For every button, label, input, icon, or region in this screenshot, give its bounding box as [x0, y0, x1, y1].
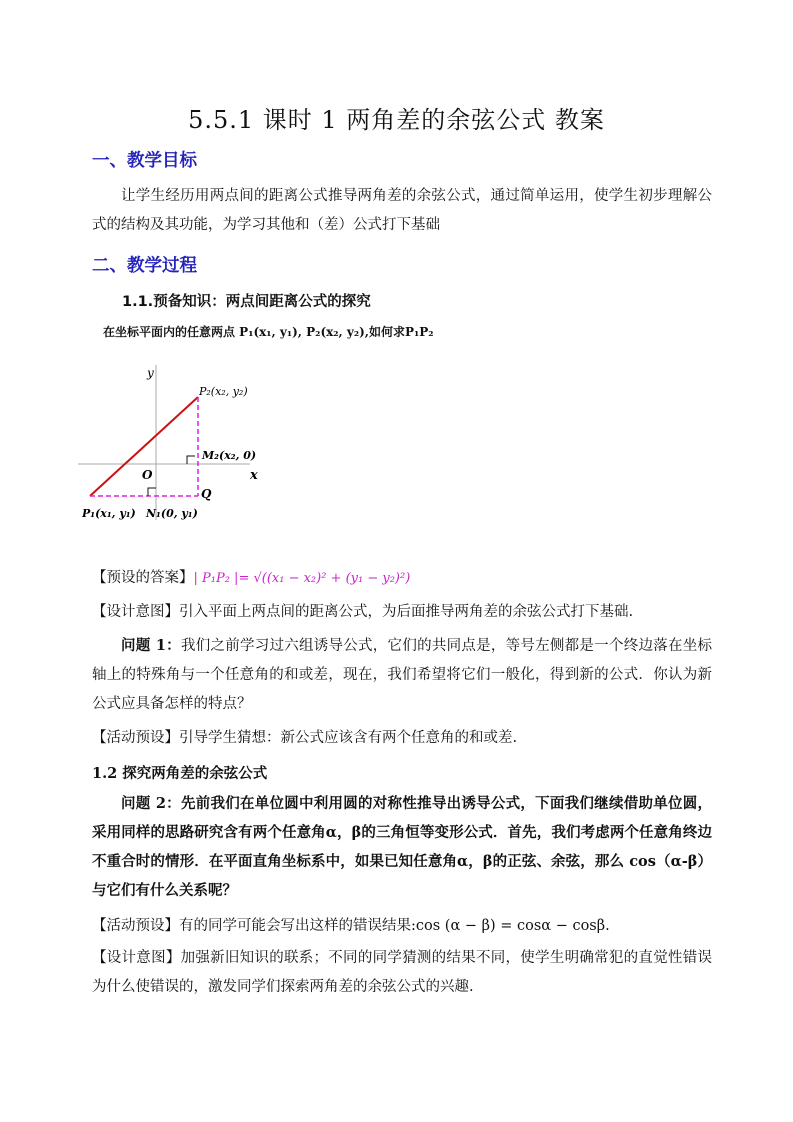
section-heading-objectives: [92, 147, 197, 172]
objectives-paragraph: 让学生经历用两点间的距离公式推导两角差的余弦公式，通过简单运用，使学生初步理解公式的结构及其功能，为学习其他和（差）公式打下基础: [92, 188, 712, 233]
activity-preset-2-label: 【活动预设】: [92, 918, 179, 934]
subsection-heading-1-2: 1.2 探究两角差的余弦公式: [92, 765, 268, 782]
question-1-text: 我们之前学习过六组诱导公式，它们的共同点是，等号左侧都是一个终边落在坐标轴上的特殊角与一个任意角的和或差，现在，我们希望将它们一般化，得到新的公式．你认为新公式应具备怎样的特点？: [92, 638, 712, 712]
design-intent-2-label: 【设计意图】: [92, 950, 181, 966]
right-angle-n1: [148, 488, 156, 496]
right-angle-m2: [187, 456, 195, 464]
activity-preset-2-text: 有的同学可能会写出这样的错误结果:cos (α − β) = cosα − cosβ.: [179, 918, 610, 934]
question-1-label: 问题 1：: [121, 637, 181, 654]
distance-formula: | P₁P₂ |= √((x₁ − x₂)² + (y₁ − y₂)²): [193, 571, 411, 586]
question-2: [92, 789, 712, 905]
design-intent-2-text: 加强新旧知识的联系；不同的同学猜测的结果不同，使学生明确常犯的直觉性错误为什么使错误的，激发同学们探索两角差的余弦公式的兴趣.: [92, 950, 712, 995]
preset-answer-label: 【预设的答案】: [92, 570, 194, 586]
p1-label: P₁(x₁, y₁): [82, 507, 136, 520]
activity-preset-1: [92, 724, 712, 753]
question-2-text: 先前我们在单位圆中利用圆的对称性推导出诱导公式，下面我们继续借助单位圆，采用同样的思路研究含有两个任意角α，β的三角恒等变形公式．首先，我们考虑两个任意角终边不重合时的情形．在平面直角坐标系中，如果已知任意角α，β的正弦、余弦，那么 cos（α-β）与它们有什么关系呢？: [92, 795, 712, 899]
p2-label: P₂(x₂, y₂): [199, 385, 248, 398]
m2-label: M₂(x₂, 0): [202, 449, 257, 462]
preset-answer: [92, 566, 410, 587]
question-2-label: 问题 2：: [121, 795, 181, 812]
activity-preset-2: [92, 912, 712, 941]
n1-label: N₁(0, y₁): [146, 507, 198, 520]
coordinate-figure: [70, 355, 280, 525]
section-heading-process: 二、教学过程: [92, 256, 197, 276]
subsection-heading-1-1: 1.1.预备知识：两点间距离公式的探究: [122, 294, 371, 310]
axis-x-label: x: [250, 468, 258, 483]
q-label: Q: [201, 487, 212, 501]
design-intent-2: [92, 944, 712, 1002]
objectives-heading-text: 一、教学目标: [92, 151, 197, 171]
activity-preset-1-text: 引导学生猜想：新公式应该含有两个任意角的和或差.: [179, 730, 518, 746]
page-title: 5.5.1 课时 1 两角差的余弦公式 教案: [188, 106, 605, 134]
question-1: [92, 631, 712, 719]
design-intent-1-text: 引入平面上两点间的距离公式，为后面推导两角差的余弦公式打下基础.: [179, 604, 634, 620]
activity-preset-1-label: 【活动预设】: [92, 730, 179, 746]
distance-question: 在坐标平面内的任意两点 P₁(x₁, y₁), P₂(x₂, y₂),如何求P₁P₂: [103, 325, 434, 339]
origin-label: O: [142, 468, 153, 482]
design-intent-1: [92, 598, 712, 627]
axis-y-label: y: [147, 366, 154, 380]
design-intent-1-label: 【设计意图】: [92, 604, 179, 620]
